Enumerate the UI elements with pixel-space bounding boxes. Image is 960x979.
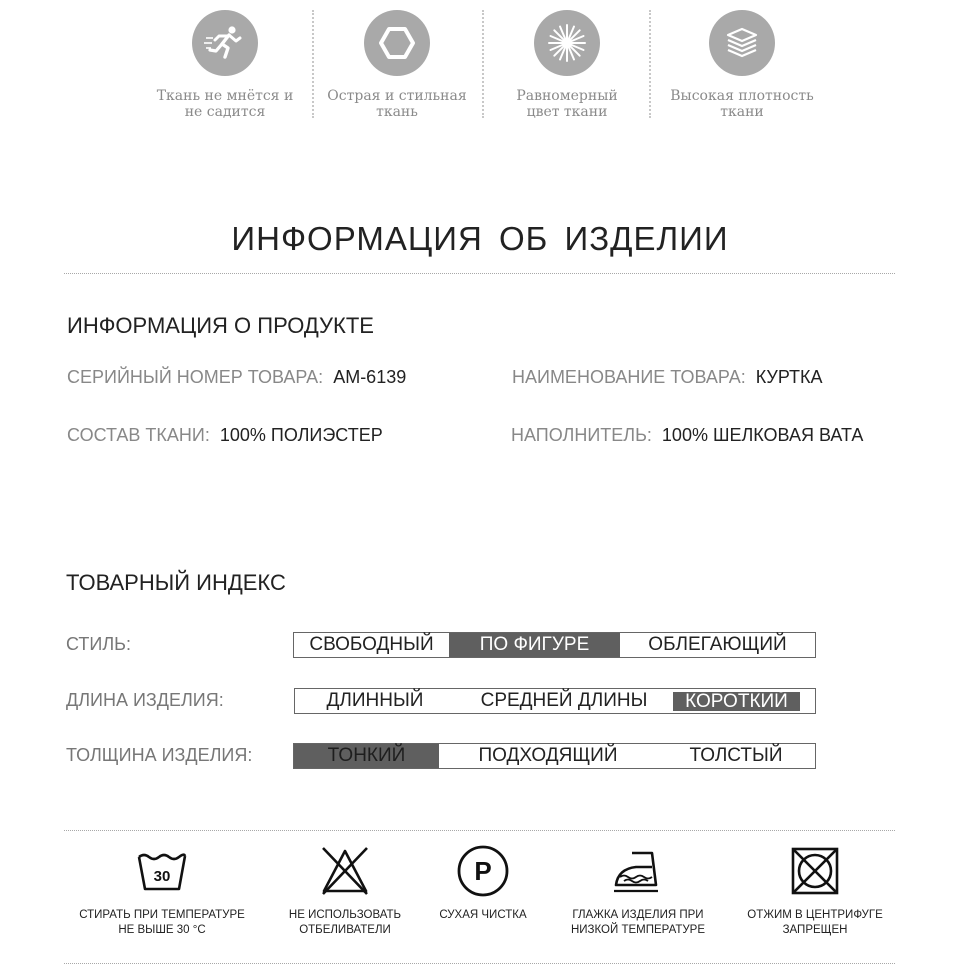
info-fabric-value: 100% ПОЛИЭСТЕР <box>219 425 383 445</box>
feature-line1: Острая и стильная <box>327 88 467 104</box>
length-option-long: ДЛИННЫЙ <box>326 690 424 711</box>
thickness-option-thin: ТОНКИЙ <box>294 744 439 768</box>
feature-stylish-fabric <box>312 0 482 120</box>
product-info-heading: ИНФОРМАЦИЯ О ПРОДУКТЕ <box>67 313 374 338</box>
care-bottom-divider <box>64 963 895 964</box>
feature-line2: не садится <box>184 104 266 120</box>
feature-line1: Высокая плотность <box>670 88 814 104</box>
page-title: ИНФОРМАЦИЯ ОБ ИЗДЕЛИИ <box>231 220 729 257</box>
no-tumble-dry-icon <box>720 840 910 902</box>
info-filler-value: 100% ШЕЛКОВАЯ ВАТА <box>661 425 864 445</box>
care-line2: НИЗКОЙ ТЕМПЕРАТУРЕ <box>570 924 706 936</box>
feature-high-density <box>657 0 827 120</box>
features-strip <box>0 0 960 140</box>
fabric-layers-icon <box>709 10 775 76</box>
info-name-value: КУРТКА <box>755 367 823 387</box>
care-line1: ОТЖИМ В ЦЕНТРИФУГЕ <box>747 909 883 921</box>
care-line1: СТИРАТЬ ПРИ ТЕМПЕРАТУРЕ <box>79 909 245 921</box>
thickness-option-thick: ТОЛСТЫЙ <box>689 745 783 766</box>
care-line1: СУХАЯ ЧИСТКА <box>439 909 527 921</box>
info-filler <box>511 425 863 446</box>
style-scale-label: СТИЛЬ: <box>66 634 131 654</box>
care-iron-low <box>543 840 733 938</box>
index-heading: ТОВАРНЫЙ ИНДЕКС <box>66 570 286 595</box>
title-divider <box>64 273 895 274</box>
feature-line2: ткань <box>376 104 418 120</box>
info-fabric-label: СОСТАВ ТКАНИ: <box>67 425 210 445</box>
info-fabric <box>67 425 383 446</box>
length-option-medium: СРЕДНЕЙ ДЛИНЫ <box>480 690 648 711</box>
running-person-icon <box>192 10 258 76</box>
style-option-tight: ОБЛЕГАЮЩИЙ <box>648 634 787 655</box>
iron-low-icon <box>543 840 733 902</box>
wash-30-icon <box>67 840 257 902</box>
care-wash <box>67 840 257 938</box>
info-serial <box>67 367 406 388</box>
care-no-tumble-dry <box>720 840 910 938</box>
feature-line2: ткани <box>720 104 764 120</box>
feature-line2: цвет ткани <box>526 104 608 120</box>
feature-wrinkle-free <box>140 0 310 120</box>
care-line1: НЕ ИСПОЛЬЗОВАТЬ <box>288 909 402 921</box>
style-option-loose: СВОБОДНЫЙ <box>309 634 434 655</box>
info-serial-label: СЕРИЙНЫЙ НОМЕР ТОВАРА: <box>67 367 324 387</box>
care-line2: НЕ ВЫШЕ 30 °C <box>118 924 206 936</box>
info-name <box>512 367 823 388</box>
care-line2: ОТБЕЛИВАТЕЛИ <box>299 924 391 936</box>
starburst-icon <box>534 10 600 76</box>
feature-even-color <box>482 0 652 120</box>
thickness-scale <box>293 743 816 769</box>
wash-temp-text: 30 <box>153 868 171 885</box>
length-scale-label: ДЛИНА ИЗДЕЛИЯ: <box>66 690 224 710</box>
style-option-fitted: ПО ФИГУРЕ <box>449 633 620 657</box>
feature-line1: Равномерный <box>516 88 618 104</box>
thickness-option-suitable: ПОДХОДЯЩИЙ <box>478 745 618 766</box>
hexagon-icon <box>364 10 430 76</box>
care-line2: ЗАПРЕЩЕН <box>782 924 848 936</box>
thickness-scale-label: ТОЛЩИНА ИЗДЕЛИЯ: <box>66 745 253 765</box>
care-line1: ГЛАЖКА ИЗДЕЛИЯ ПРИ <box>572 909 704 921</box>
care-top-divider <box>64 830 895 831</box>
length-scale <box>294 688 816 714</box>
style-scale <box>293 632 816 658</box>
feature-divider <box>649 10 651 118</box>
length-option-short: КОРОТКИЙ <box>673 692 800 711</box>
info-filler-label: НАПОЛНИТЕЛЬ: <box>511 425 652 445</box>
feature-line1: Ткань не мнётся и <box>156 88 294 104</box>
dry-clean-letter: P <box>474 856 492 886</box>
info-name-label: НАИМЕНОВАНИЕ ТОВАРА: <box>512 367 746 387</box>
info-serial-value: AM-6139 <box>333 367 407 387</box>
